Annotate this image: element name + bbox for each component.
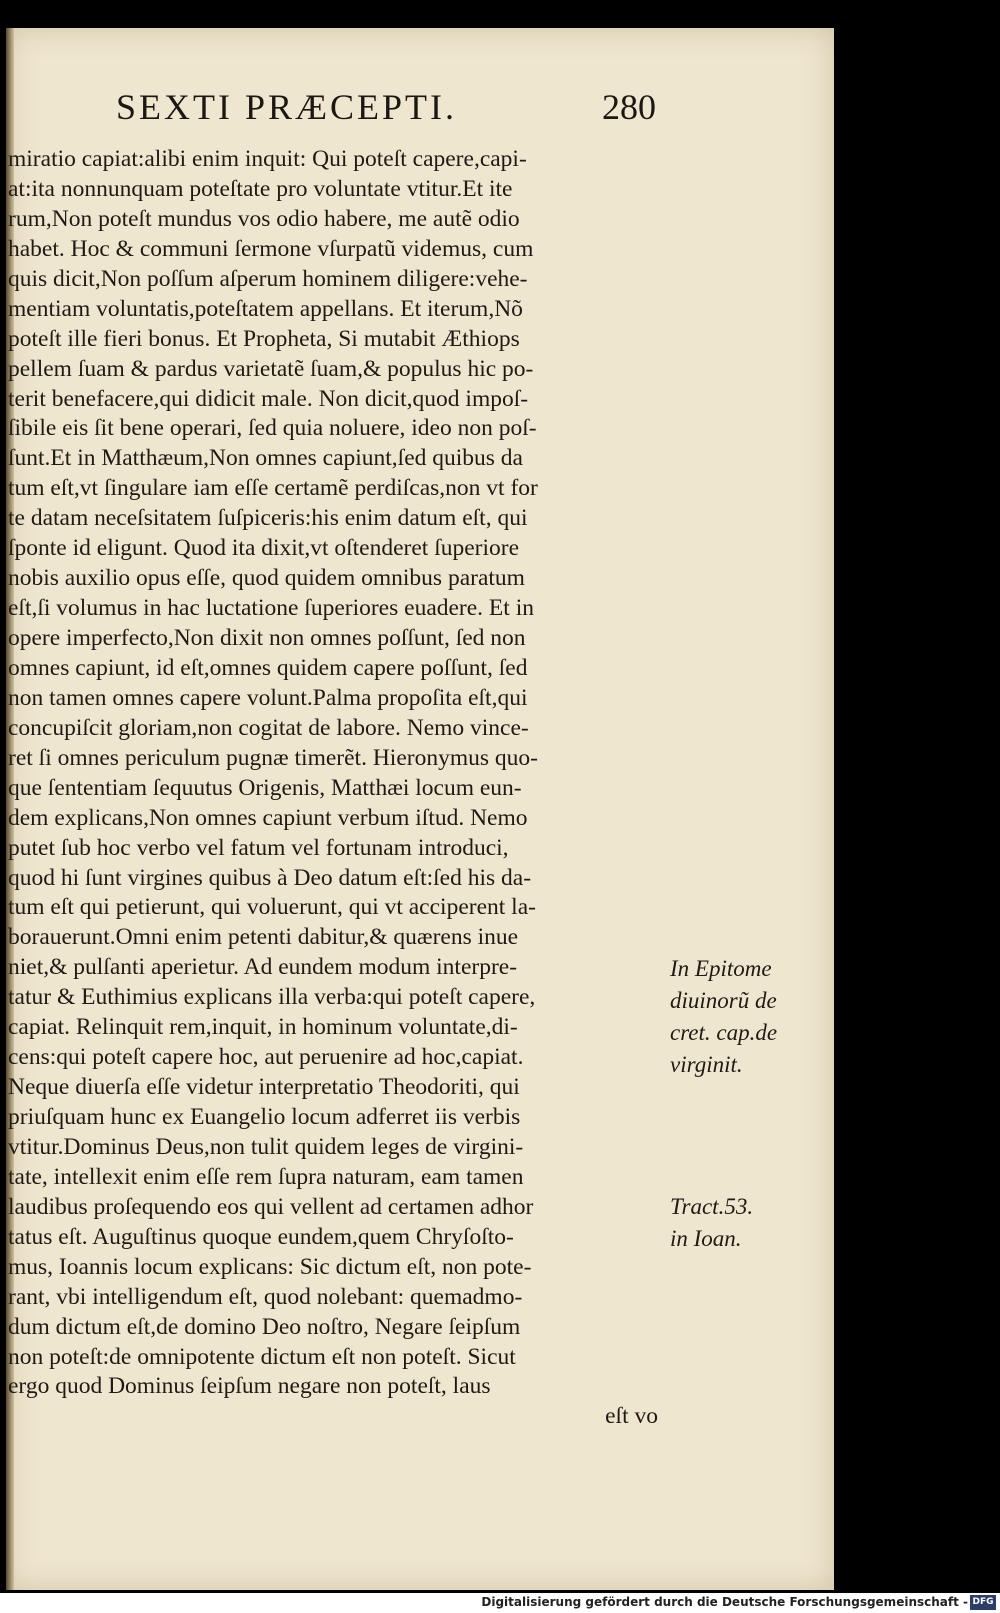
running-title: SEXTI PRÆCEPTI. [116,87,458,127]
text-line: omnes capiunt, id eſt,omnes quidem capere poſſunt, ſed [8,654,528,681]
text-line: nobis auxilio opus eſſe, quod quidem omnibus paratum [8,565,525,592]
text-line: mentiam voluntatis,poteſtatem appellans. Et iterum,Nõ [8,295,523,322]
text-line: tatur & Euthimius explicans illa verba:qui poteſt capere, [8,984,536,1011]
text-line: non tamen omnes capere volunt.Palma propoſita eſt,qui [8,684,528,711]
text-line: quis dicit,Non poſſum aſperum hominem diligere:vehe- [8,265,528,292]
text-line: vtitur.Dominus Deus,non tulit quidem leges de virgini- [8,1133,524,1160]
margin-note-line: in Ioan. [670,1226,742,1251]
text-line: tum eſt,vt ſingulare iam eſſe certamẽ perdiſcas,non vt for [8,475,538,502]
text-line: non poteſt:de omnipotente dictum eſt non poteſt. Sicut [8,1343,516,1370]
text-line: laudibus proſequendo eos qui vellent ad certamen adhor [8,1193,534,1220]
text-line: que ſententiam ſequutus Origenis, Matthæi locum eun- [8,774,522,801]
folio-number: 280 [602,87,656,127]
text-line: terit benefacere,qui didicit male. Non dicit,quod impoſ- [8,385,529,412]
text-line: Neque diuerſa eſſe videtur interpretatio Theodoriti, qui [8,1074,520,1101]
text-line: mus, Ioannis locum explicans: Sic dictum eſt, non pote- [8,1253,532,1280]
text-line: ſunt.Et in Matthæum,Non omnes capiunt,ſed quibus da [8,445,523,472]
text-line: ergo quod Dominus ſeipſum negare non poteſt, laus [8,1373,491,1400]
text-line: at:ita nonnunquam poteſtate pro voluntate vtitur.Et ite [8,175,513,202]
main-text-block [6,145,666,1432]
text-line: cens:qui poteſt capere hoc, aut peruenire ad hoc,capiat. [8,1044,524,1071]
dfg-logo: DFG [970,1595,996,1610]
margin-note-line: Tract.53. [670,1194,754,1219]
text-line: capiat. Relinquit rem,inquit, in hominum voluntate,di- [8,1014,518,1041]
text-line: dum dictum eſt,de domino Deo noſtro, Negare ſeipſum [8,1313,521,1340]
book-page [6,28,834,1590]
margin-note-line: cret. cap.de [670,1020,778,1045]
text-line: eſt,ſi volumus in hac luctatione ſuperiores euadere. Et in [8,595,534,622]
funding-credit: Digitalisierung gefördert durch die Deutsche Forschungsgemeinschaft - [481,1595,968,1609]
text-line: ſponte id eligunt. Quod ita dixit,vt oſtenderet ſuperiore [8,535,520,562]
text-line: quod hi ſunt virgines quibus à Deo datum eſt:ſed his da- [8,864,532,891]
text-line: pellem ſuam & pardus varietatẽ ſuam,& populus hic po- [8,355,534,382]
text-line: habet. Hoc & communi ſermone vſurpatũ videmus, cum [8,235,534,262]
text-line: rum,Non poteſt mundus vos odio habere, me autẽ odio [8,205,520,232]
margin-note-line: diuinorũ de [670,988,777,1013]
text-line: priuſquam hunc ex Euangelio locum adferret iis verbis [8,1104,521,1130]
text-line: ret ſi omnes periculum pugnæ timerẽt. Hieronymus quo- [8,744,538,771]
text-line: poteſt ille fieri bonus. Et Propheta, Si mutabit Æthiops [8,325,520,352]
margin-note-line: In Epitome [670,956,772,981]
text-line: opere imperfecto,Non dixit non omnes poſſunt, ſed non [8,625,526,651]
text-line: rant, vbi intelligendum eſt, quod nolebant: quemadmo- [8,1283,523,1310]
text-line: putet ſub hoc verbo vel fatum vel fortunam introduci, [8,834,509,861]
text-line: dem explicans,Non omnes capiunt verbum iſtud. Nemo [8,804,528,831]
text-line: concupiſcit gloriam,non cogitat de labore. Nemo vince- [8,714,529,741]
text-line: borauerunt.Omni enim petenti dabitur,& quærens inue [8,924,519,951]
text-line: te datam neceſsitatem ſuſpiceris:his enim datum eſt, qui [8,505,528,532]
text-line: ſibile eis ſit bene operari, ſed quia noluere, ideo non poſ- [8,415,537,442]
text-line: tatus eſt. Auguſtinus quoque eundem,quem Chryſoſto- [8,1223,514,1250]
text-line: miratio capiat:alibi enim inquit: Qui poteſt capere,capi- [8,146,527,172]
margin-note [670,1191,830,1255]
margin-note-line: virginit. [670,1052,743,1077]
text-line: tum eſt qui petierunt, qui voluerunt, qui vt acciperent la- [8,894,536,921]
text-line: niet,& pulſanti aperietur. Ad eundem modum interpre- [8,954,518,981]
text-line: eſt vo [605,1403,658,1430]
margin-note [670,953,830,1081]
footer-bar [0,1593,1000,1613]
text-line: tate, intellexit enim eſſe rem ſupra naturam, eam tamen [8,1163,524,1190]
page-header [6,86,834,134]
